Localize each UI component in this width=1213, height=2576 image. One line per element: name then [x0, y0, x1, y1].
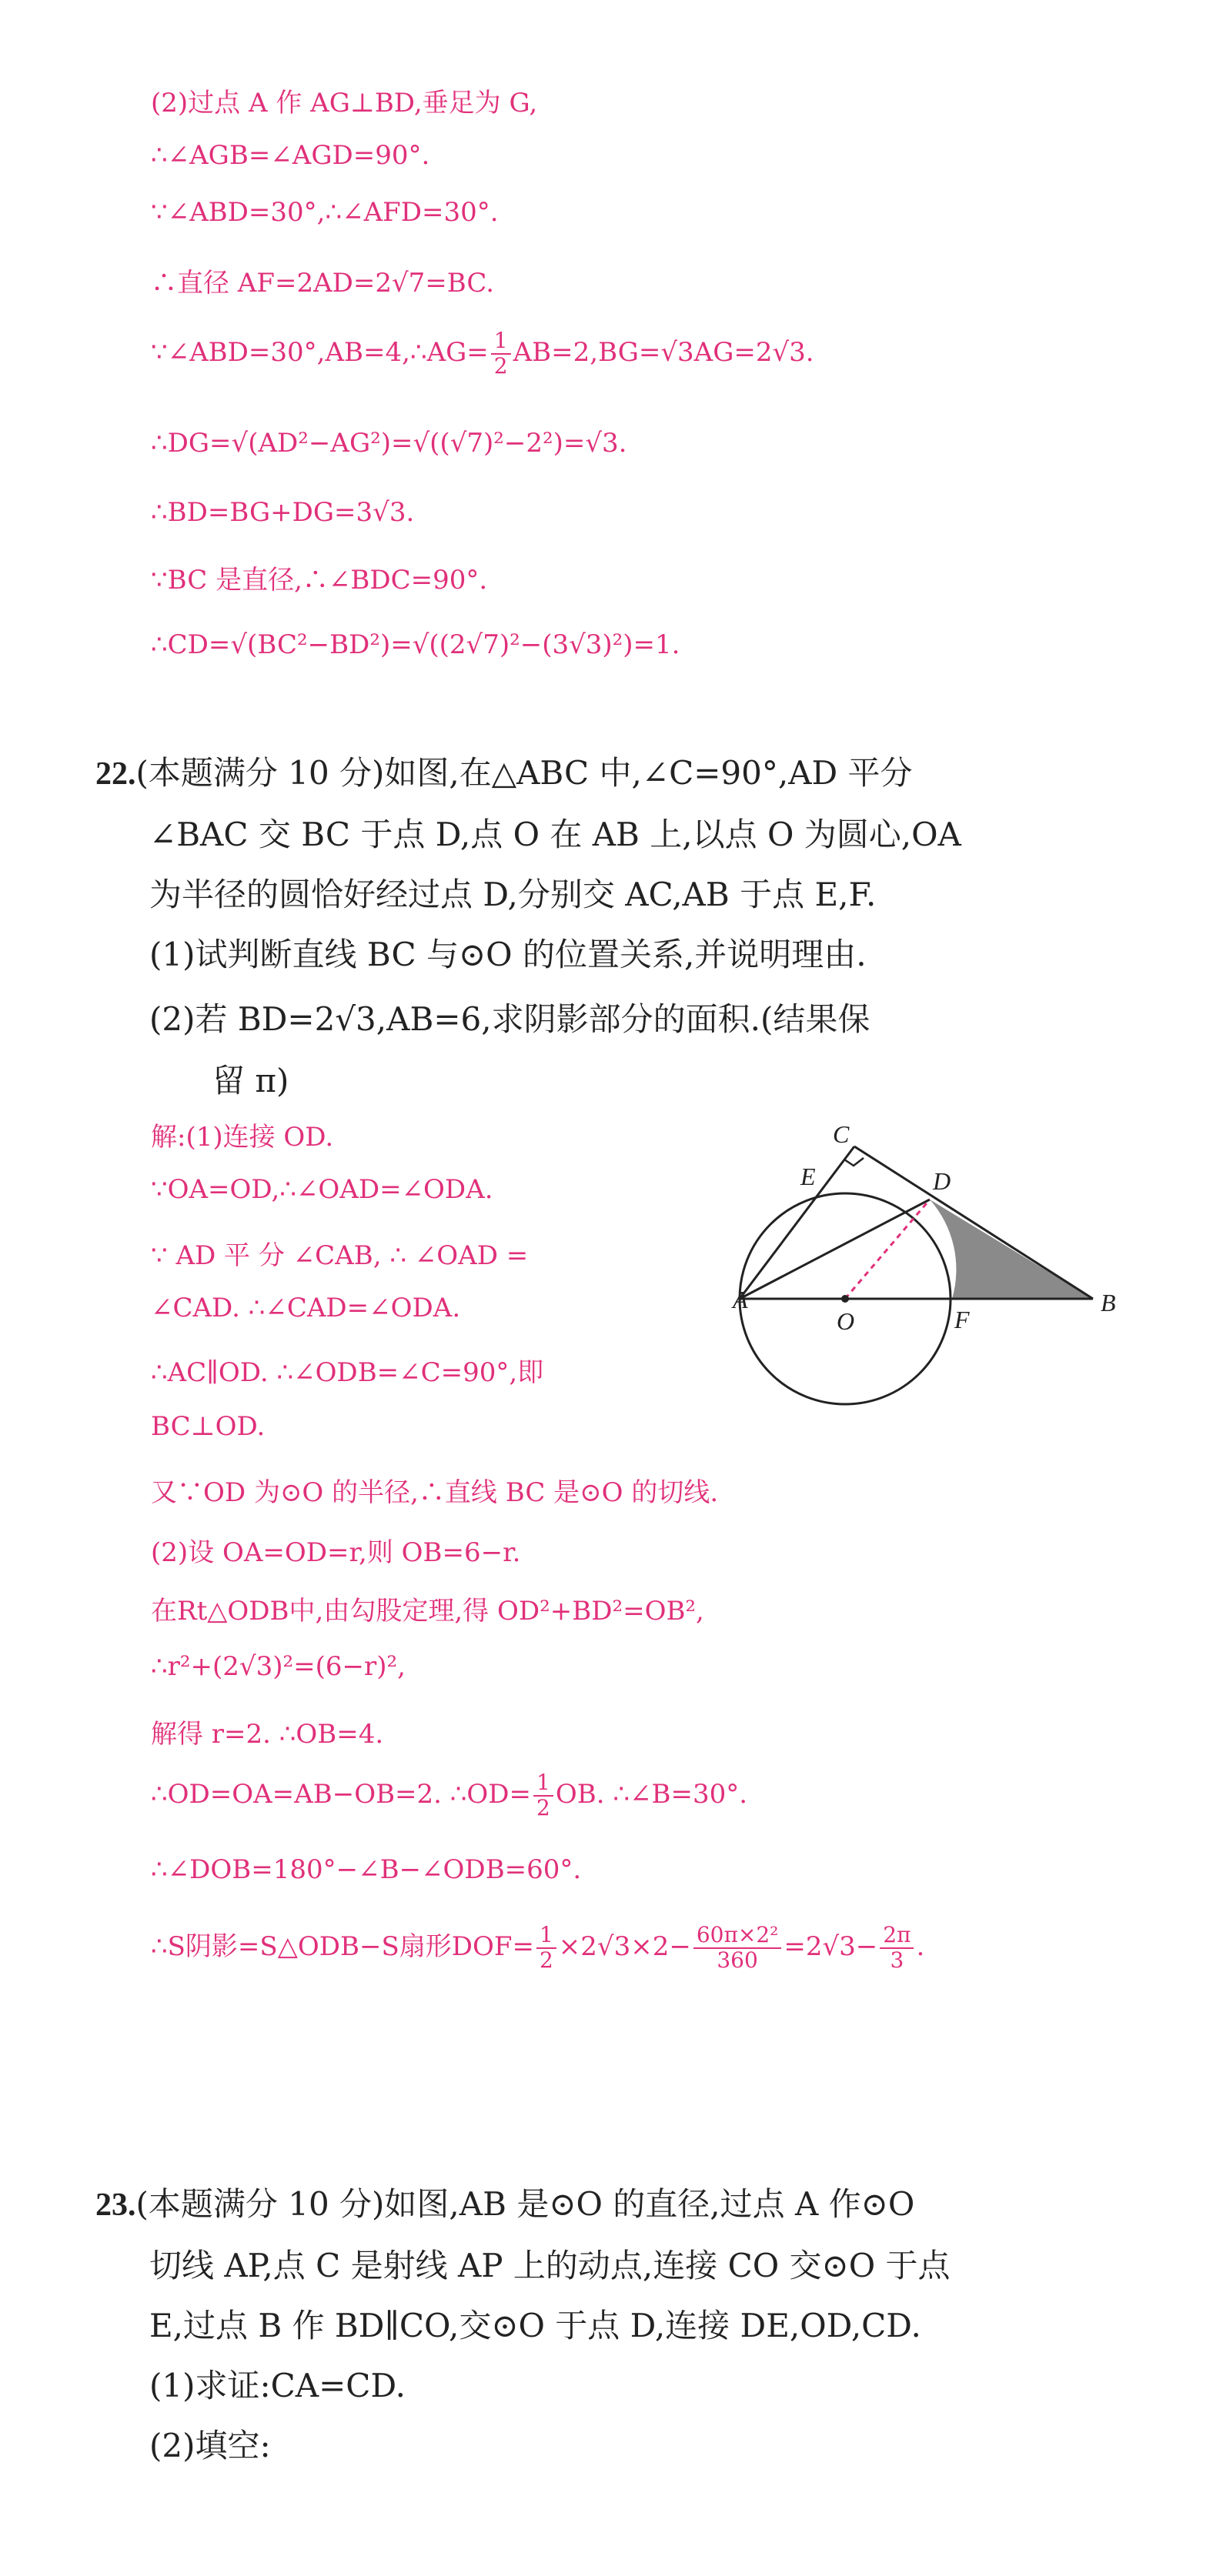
sol22-line-8: (2)设 OA=OD=r,则 OB=6−r.: [151, 1537, 521, 1568]
sol22-line-3: ∵ AD 平 分 ∠CAB, ∴ ∠OAD =: [151, 1240, 529, 1271]
fraction-numerator: 60π×2²: [693, 1924, 782, 1949]
fraction: [491, 329, 511, 379]
geometry-figure: [733, 1120, 1124, 1431]
sol21-line-5-a: ∵∠ABD=30°,AB=4,∴AG=: [151, 336, 489, 368]
problem-22-question-1: (1)试判断直线 BC 与⊙O 的位置关系,并说明理由.: [149, 936, 867, 973]
problem-22-line-2: ∠BAC 交 BC 于点 D,点 O 在 AB 上,以点 O 为圆心,OA: [149, 816, 961, 853]
fraction-denominator: 3: [890, 1947, 904, 1973]
fraction-numerator: 1: [536, 1924, 556, 1949]
center-point: [841, 1295, 849, 1303]
fraction-denominator: 2: [493, 352, 508, 379]
sol22-line-7: 又∵OD 为⊙O 的半径,∴直线 BC 是⊙O 的切线.: [151, 1477, 719, 1508]
problem-23-text-1: (本题满分 10 分)如图,AB 是⊙O 的直径,过点 A 作⊙O: [135, 2185, 915, 2223]
label-f: F: [954, 1306, 970, 1333]
sol22-line-11: 解得 r=2. ∴OB=4.: [151, 1719, 384, 1750]
sol22-line-13: ∴∠DOB=180°−∠B−∠ODB=60°.: [151, 1854, 582, 1885]
sol21-line-8: ∵BC 是直径,∴∠BDC=90°.: [151, 565, 488, 596]
sol21-line-5: [151, 329, 814, 379]
sol22-line-14-c: =2√3−: [784, 1930, 878, 1962]
fraction: [693, 1924, 782, 1973]
fraction: [880, 1924, 914, 1973]
problem-23-line-2: 切线 AP,点 C 是射线 AP 上的动点,连接 CO 交⊙O 于点: [149, 2247, 951, 2284]
sol22-line-5: ∴AC∥OD. ∴∠ODB=∠C=90°,即: [151, 1357, 544, 1388]
problem-22-line-3: 为半径的圆恰好经过点 D,分别交 AC,AB 于点 E,F.: [149, 876, 877, 913]
label-b: B: [1101, 1289, 1116, 1316]
segment-od: [845, 1200, 930, 1299]
problem-22-question-2: (2)若 BD=2√3,AB=6,求阴影部分的面积.(结果保: [149, 1000, 870, 1038]
right-angle-mark: [844, 1158, 864, 1166]
problem-23-number: 23.: [95, 2187, 136, 2223]
problem-23-line-3: E,过点 B 作 BD∥CO,交⊙O 于点 D,连接 DE,OD,CD.: [149, 2307, 921, 2344]
sol22-line-10: ∴r²+(2√3)²=(6−r)²,: [151, 1651, 406, 1682]
fraction-denominator: 2: [539, 1947, 553, 1973]
sol22-line-14-b: ×2√3×2−: [558, 1930, 691, 1962]
problem-22-line-1: [95, 748, 913, 794]
segment-ac: [740, 1146, 854, 1299]
sol21-line-1: (2)过点 A 作 AG⊥BD,垂足为 G,: [151, 88, 538, 118]
sol21-line-3: ∵∠ABD=30°,∴∠AFD=30°.: [151, 197, 499, 228]
sol22-line-14-d: .: [916, 1930, 925, 1962]
sol22-line-14: [151, 1924, 924, 1973]
problem-23-question-2: (2)填空:: [149, 2427, 271, 2464]
sol22-line-9: 在Rt△ODB中,由勾股定理,得 OD²+BD²=OB²,: [151, 1596, 704, 1627]
fraction-denominator: 2: [536, 1794, 550, 1820]
label-a: A: [733, 1286, 748, 1313]
label-c: C: [833, 1120, 850, 1148]
sol22-line-14-a: ∴S阴影=S△ODB−S扇形DOF=: [151, 1930, 534, 1962]
problem-22-text-1: (本题满分 10 分)如图,在△ABC 中,∠C=90°,AD 平分: [135, 754, 913, 792]
sol22-line-2: ∵OA=OD,∴∠OAD=∠ODA.: [151, 1174, 493, 1205]
fraction-numerator: 2π: [880, 1924, 914, 1949]
sol21-line-6: ∴DG=√(AD²−AG²)=√((√7)²−2²)=√3.: [151, 428, 627, 459]
sol21-line-2: ∴∠AGB=∠AGD=90°.: [151, 140, 430, 171]
sol22-line-1: 解:(1)连接 OD.: [151, 1122, 334, 1153]
sol22-line-12-b: OB. ∴∠B=30°.: [555, 1778, 748, 1810]
segment-ad: [740, 1200, 930, 1299]
fraction-denominator: 360: [717, 1947, 758, 1973]
sol21-line-4: ∴直径 AF=2AD=2√7=BC.: [151, 268, 495, 299]
fraction-numerator: 1: [491, 329, 511, 355]
label-d: D: [933, 1167, 951, 1195]
sol21-line-9: ∴CD=√(BC²−BD²)=√((2√7)²−(3√3)²)=1.: [151, 629, 680, 660]
problem-22-number: 22.: [95, 756, 136, 792]
sol21-line-7: ∴BD=BG+DG=3√3.: [151, 497, 415, 528]
label-e: E: [800, 1163, 816, 1190]
sol21-line-5-b: AB=2,BG=√3AG=2√3.: [513, 336, 814, 368]
problem-22-question-2-cont: 留 π): [212, 1062, 289, 1099]
label-o: O: [837, 1307, 855, 1335]
problem-23-line-1: [95, 2179, 914, 2225]
sol22-line-6: BC⊥OD.: [151, 1411, 266, 1442]
sol22-line-4: ∠CAD. ∴∠CAD=∠ODA.: [151, 1293, 461, 1323]
fraction: [536, 1924, 556, 1973]
fraction: [533, 1771, 553, 1820]
fraction-numerator: 1: [533, 1771, 553, 1797]
sol22-line-12-a: ∴OD=OA=AB−OB=2. ∴OD=: [151, 1778, 532, 1810]
problem-23-question-1: (1)求证:CA=CD.: [149, 2367, 406, 2404]
sol22-line-12: [151, 1771, 747, 1820]
